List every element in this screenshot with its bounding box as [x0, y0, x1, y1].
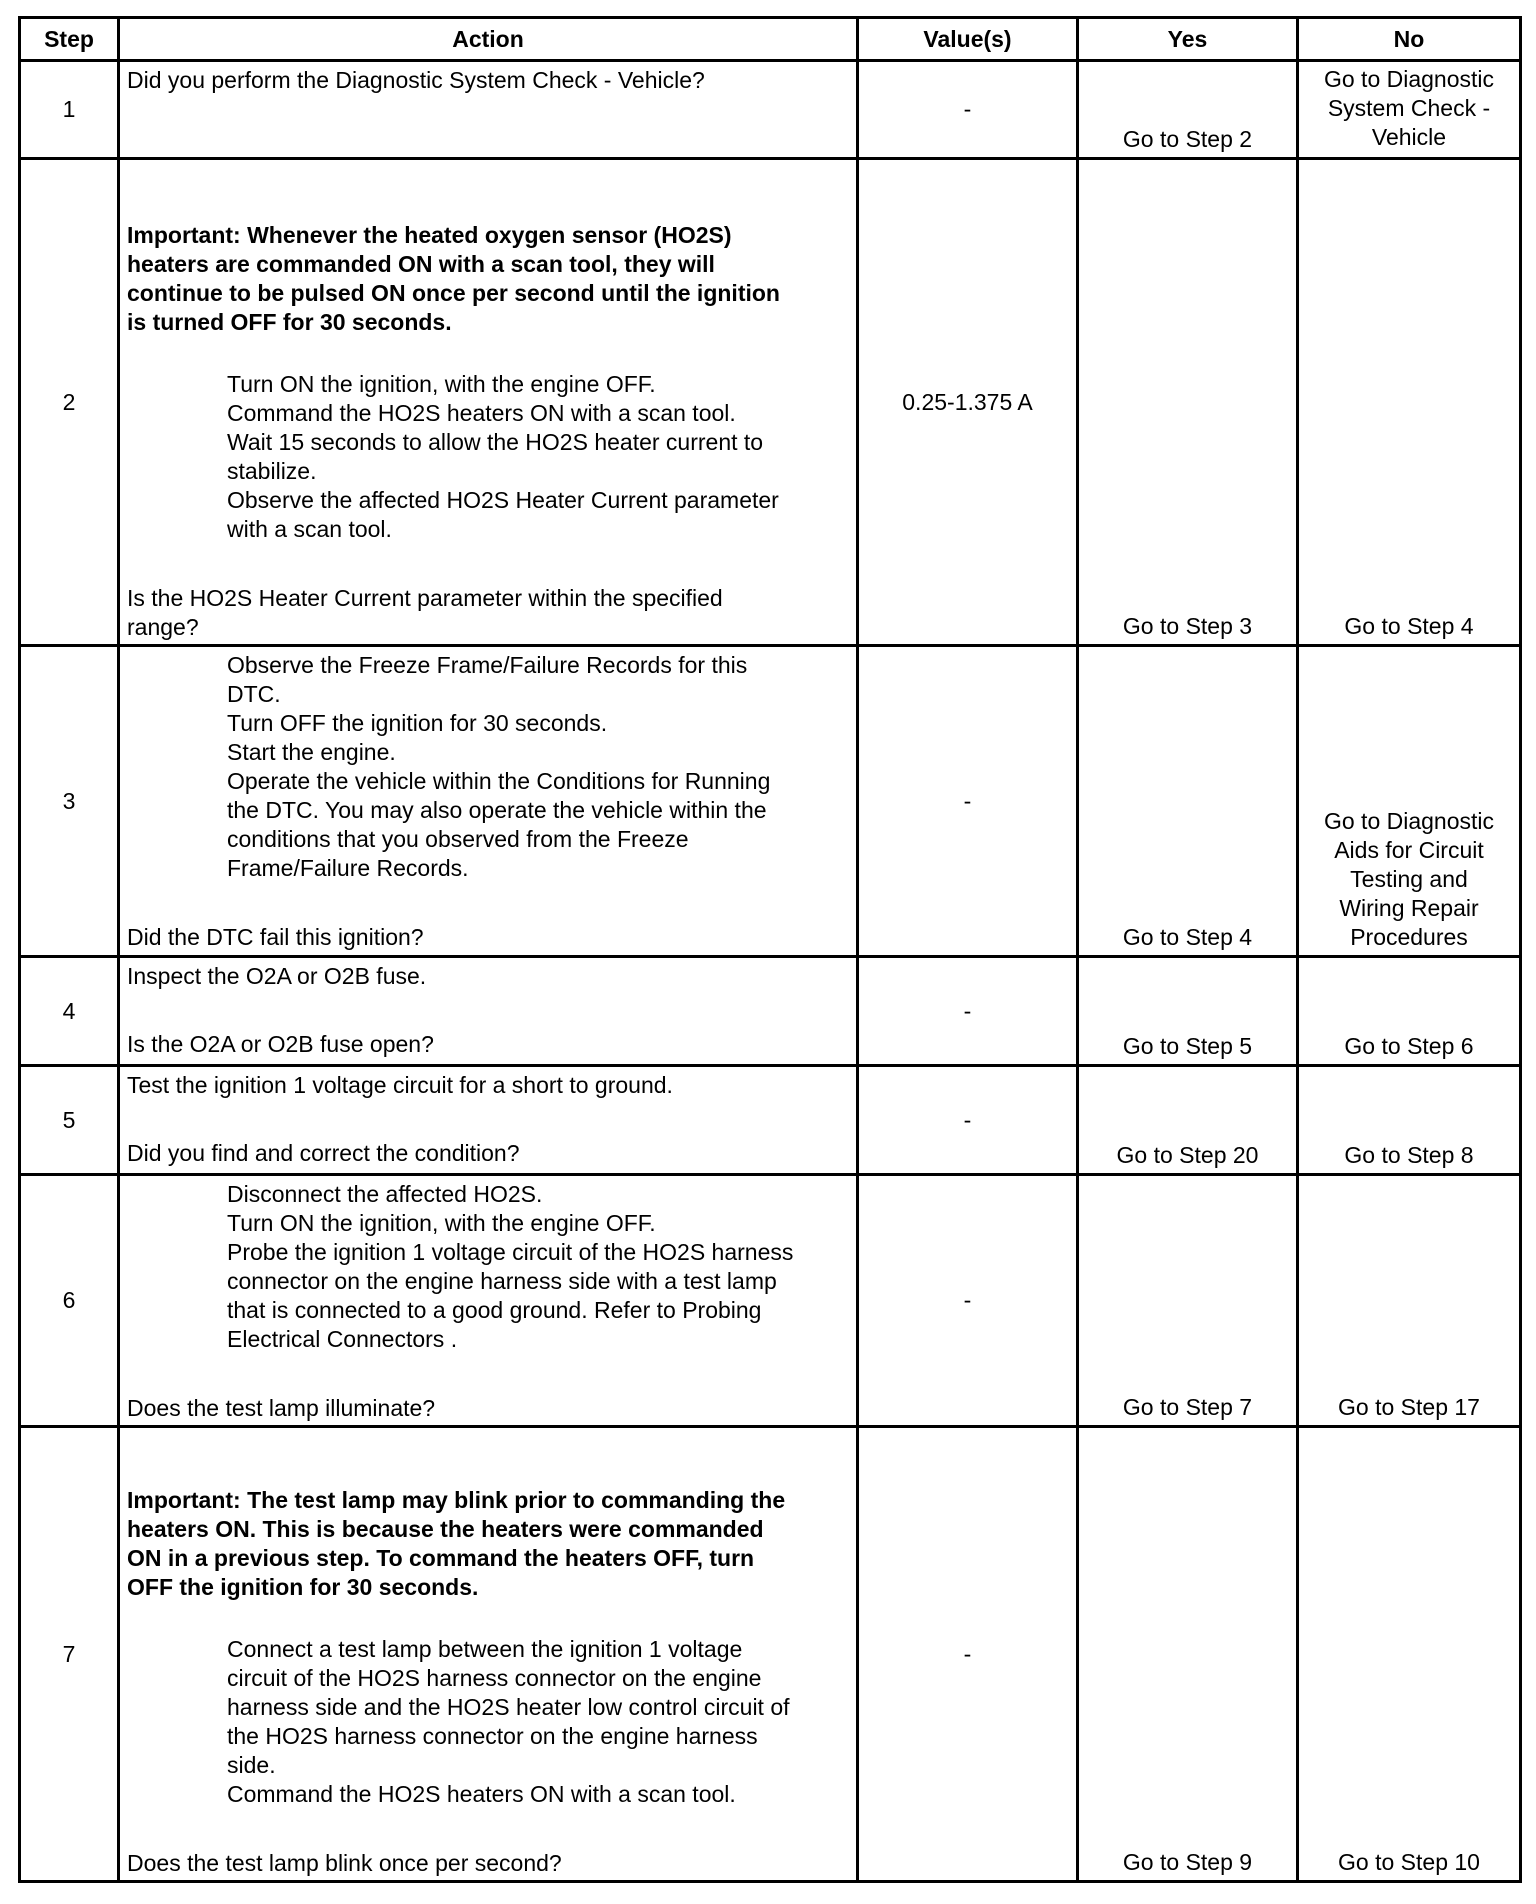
- action-text: Did you perform the Diagnostic System Check - Vehicle?: [127, 67, 705, 93]
- table-row: [20, 61, 1521, 159]
- yes-cell: Go to Step 20: [1078, 1066, 1298, 1175]
- table-row: [20, 1175, 1521, 1427]
- value-cell: -: [858, 1066, 1078, 1175]
- table-row: [20, 957, 1521, 1066]
- question-text: Is the HO2S Heater Current parameter within the specified range?: [127, 585, 723, 640]
- header-action: Action: [119, 18, 858, 61]
- procedure-list: Turn ON the ignition, with the engine OFF. Command the HO2S heaters ON with a scan tool. Wait 15 seconds to allow the HO2S heater current to stabilize. Observe the affected HO2S Heater Current parameter with a scan tool.: [227, 371, 779, 542]
- action-cell: [119, 957, 858, 1066]
- yes-cell: Go to Step 4: [1078, 646, 1298, 957]
- header-no: No: [1298, 18, 1521, 61]
- value-cell: -: [858, 1175, 1078, 1427]
- action-cell: [119, 1427, 858, 1882]
- important-note: Important: Whenever the heated oxygen sensor (HO2S) heaters are commanded ON with a scan tool, they will continue to be pulsed ON once per second until the ignition is turned OFF for 30 seconds.: [127, 222, 780, 335]
- procedure-list: Connect a test lamp between the ignition 1 voltage circuit of the HO2S harness connector on the engine harness side and the HO2S heater low control circuit of the HO2S harness connector on the engine harness side. Command the HO2S heaters ON with a scan tool.: [227, 1636, 790, 1807]
- header-step: Step: [20, 18, 119, 61]
- yes-cell: Go to Step 9: [1078, 1427, 1298, 1882]
- action-cell: [119, 646, 858, 957]
- procedure-list: Disconnect the affected HO2S. Turn ON the ignition, with the engine OFF. Probe the ignition 1 voltage circuit of the HO2S harness connector on the engine harness side with a test lamp that is connected to a good ground. Refer to Probing Electrical Connectors .: [227, 1181, 794, 1352]
- question-text: Is the O2A or O2B fuse open?: [127, 1031, 434, 1057]
- table-row: [20, 646, 1521, 957]
- value-cell: -: [858, 61, 1078, 159]
- step-number: 6: [20, 1175, 119, 1427]
- yes-cell: Go to Step 5: [1078, 957, 1298, 1066]
- question-text: Does the test lamp illuminate?: [127, 1395, 436, 1421]
- no-cell: Go to Diagnostic Aids for Circuit Testing and Wiring Repair Procedures: [1298, 646, 1521, 957]
- important-note: Important: The test lamp may blink prior to commanding the heaters ON. This is because the heaters were commanded ON in a previous step. To command the heaters OFF, turn OFF the ignition for 30 seconds.: [127, 1487, 786, 1600]
- table-row: [20, 159, 1521, 646]
- diagnostic-table: [18, 16, 1522, 1883]
- action-text: Inspect the O2A or O2B fuse.: [127, 963, 427, 989]
- action-text: Test the ignition 1 voltage circuit for a short to ground.: [127, 1072, 673, 1098]
- procedure-list: Observe the Freeze Frame/Failure Records for this DTC. Turn OFF the ignition for 30 seconds. Start the engine. Operate the vehicle within the Conditions for Running the DTC. You may also operate the vehicle within the conditions that you observed from the Freeze Frame/Failure Records.: [227, 652, 771, 881]
- no-cell: Go to Step 6: [1298, 957, 1521, 1066]
- yes-cell: Go to Step 3: [1078, 159, 1298, 646]
- step-number: 2: [20, 159, 119, 646]
- step-number: 3: [20, 646, 119, 957]
- no-cell: Go to Step 4: [1298, 159, 1521, 646]
- no-cell: Go to Step 8: [1298, 1066, 1521, 1175]
- question-text: Did you find and correct the condition?: [127, 1140, 520, 1166]
- value-cell: 0.25-1.375 A: [858, 159, 1078, 646]
- step-number: 5: [20, 1066, 119, 1175]
- action-cell: [119, 159, 858, 646]
- header-row: [20, 18, 1521, 61]
- value-cell: -: [858, 1427, 1078, 1882]
- action-cell: [119, 1066, 858, 1175]
- header-yes: Yes: [1078, 18, 1298, 61]
- table-row: [20, 1427, 1521, 1882]
- value-cell: -: [858, 646, 1078, 957]
- no-cell: Go to Step 10: [1298, 1427, 1521, 1882]
- yes-cell: Go to Step 7: [1078, 1175, 1298, 1427]
- no-cell: Go to Step 17: [1298, 1175, 1521, 1427]
- value-cell: -: [858, 957, 1078, 1066]
- step-number: 1: [20, 61, 119, 159]
- question-text: Does the test lamp blink once per second?: [127, 1850, 562, 1876]
- table-row: [20, 1066, 1521, 1175]
- action-cell: [119, 1175, 858, 1427]
- step-number: 4: [20, 957, 119, 1066]
- question-text: Did the DTC fail this ignition?: [127, 924, 424, 950]
- header-values: Value(s): [858, 18, 1078, 61]
- step-number: 7: [20, 1427, 119, 1882]
- action-cell: [119, 61, 858, 159]
- yes-cell: Go to Step 2: [1078, 61, 1298, 159]
- no-cell: Go to Diagnostic System Check - Vehicle: [1298, 61, 1521, 159]
